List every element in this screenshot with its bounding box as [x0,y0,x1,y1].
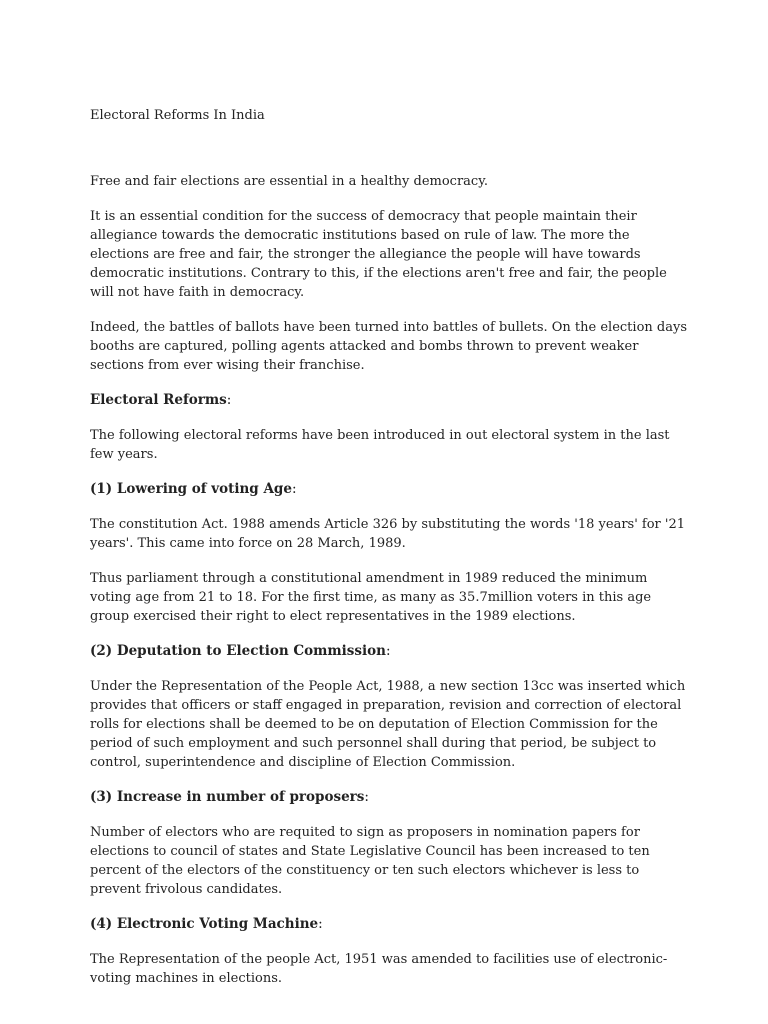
section-heading-text: Electoral Reforms [90,392,227,408]
section-heading-text: (2) Deputation to Election Commission [90,643,386,659]
document-body [90,172,690,1004]
section-heading [90,788,690,807]
section-heading-text: (3) Increase in number of proposers [90,789,365,805]
paragraph: Indeed, the battles of ballots have been turned into battles of bullets. On the election days booths are captured, polling agents attacked and bombs thrown to prevent weaker sections from ever wising their franchise. [90,320,687,373]
paragraph: It is an essential condition for the success of democracy that people maintain their allegiance towards the democratic institutions based on rule of law. The more the elections are free and fair, the stronger the allegiance the people will have towards democratic institutions. Contrary to this, if the elections aren't free and fair, the people will not have faith in democracy. [90,209,667,300]
section-heading-text: (4) Electronic Voting Machine [90,916,319,932]
paragraph: Free and fair elections are essential in a healthy democracy. [90,174,488,189]
paragraph: Thus parliament through a constitutional amendment in 1989 reduced the minimum voting age from 21 to 18. For the first time, as many as 35.7million voters in this age group exercised their right to elect representatives in the 1989 elections. [90,571,652,624]
paragraph: The Representation of the people Act, 1951 was amended to facilities use of electronic- voting machines in elections. [90,952,668,986]
section-heading [90,480,690,499]
heading-colon: : [291,481,297,497]
heading-colon: : [226,392,232,408]
section-heading-text: (1) Lowering of voting Age [90,481,292,497]
heading-colon: : [385,643,391,659]
document-title: Electoral Reforms In India [90,108,265,123]
paragraph: Under the Representation of the People Act, 1988, a new section 13cc was inserted which provides that officers or staff engaged in preparation, revision and correction of electoral rolls for elections shall be deemed to be on deputation of Election Commission for the period of such employment and such personnel shall during that period, be subject to control, superintendence and discipline of Election Commission. [90,679,686,770]
heading-colon: : [318,916,323,932]
section-heading [90,915,690,934]
paragraph: The constitution Act. 1988 amends Article 326 by substituting the words '18 years' for '21 years'. This came into force on 28 March, 1989. [90,517,686,551]
paragraph: The following electoral reforms have been introduced in out electoral system in the last few years. [90,428,670,462]
section-heading [90,642,690,661]
heading-colon: : [364,789,369,805]
paragraph: Number of electors who are requited to sign as proposers in nomination papers for elections to council of states and State Legislative Council has been increased to ten percent of the electors of the constituency or ten such electors whichever is less to prevent frivolous candidates. [90,825,650,897]
section-heading [90,391,690,410]
